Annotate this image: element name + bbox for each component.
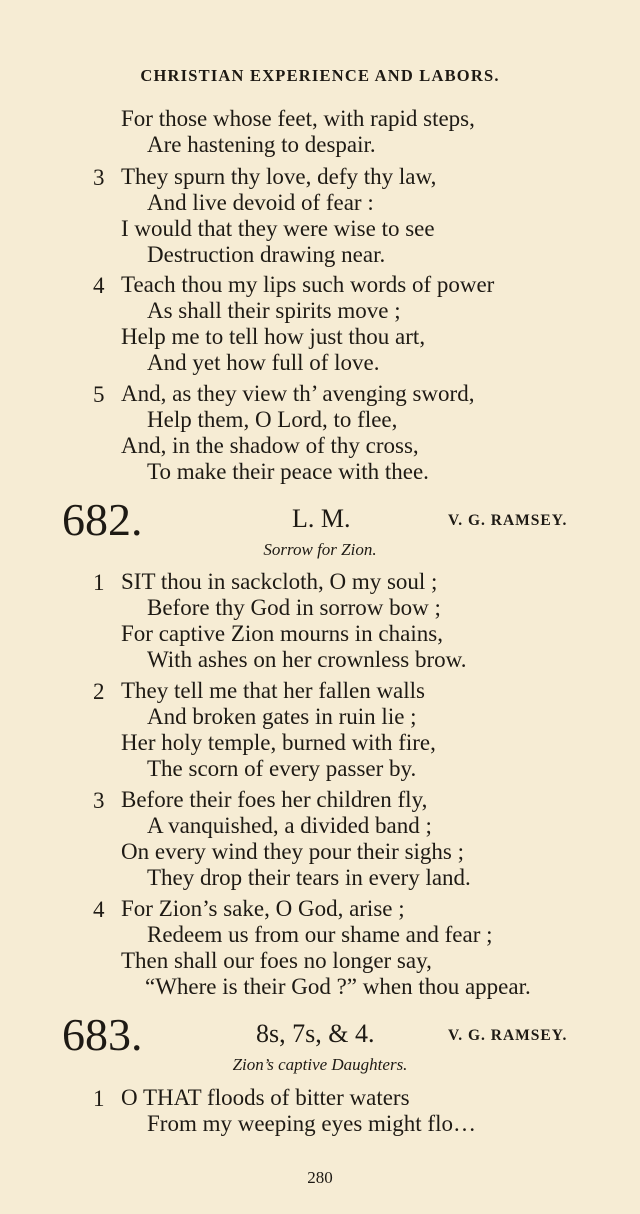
hymn-title: Zion’s captive Daughters. — [232, 1055, 408, 1074]
verse-line: From my weeping eyes might flo… — [147, 1111, 476, 1136]
verse-line: Before their foes her children fly, — [121, 787, 428, 812]
verse-line: And, as they view th’ avenging sword, — [121, 381, 475, 406]
stanza-number: 1 — [93, 1086, 105, 1111]
verse-line: I would that they were wise to see — [121, 216, 435, 241]
verse-line: Her holy temple, burned with fire, — [121, 730, 436, 755]
verse-line: Help them, O Lord, to flee, — [147, 407, 398, 432]
verse-line: They tell me that her fallen walls — [121, 678, 425, 703]
verse-line: SIT thou in sackcloth, O my soul ; — [121, 569, 438, 594]
verse-line: Teach thou my lips such words of power — [121, 272, 495, 297]
verse-line: Are hastening to despair. — [147, 132, 376, 157]
verse-line: O THAT floods of bitter waters — [121, 1085, 410, 1110]
hymn-author: V. G. RAMSEY. — [448, 1027, 568, 1044]
verse-line: For Zion’s sake, O God, arise ; — [121, 896, 405, 921]
verse-line: A vanquished, a divided band ; — [147, 813, 432, 838]
verse-line: The scorn of every passer by. — [147, 756, 417, 781]
hymn-meter: L. M. — [292, 504, 351, 533]
verse-line: “Where is their God ?” when thou appear. — [145, 974, 531, 999]
verse-line: On every wind they pour their sighs ; — [121, 839, 465, 864]
stanza-number: 1 — [93, 570, 105, 595]
running-head: CHRISTIAN EXPERIENCE AND LABORS. — [140, 66, 500, 85]
verse-line: And yet how full of love. — [147, 350, 380, 375]
verse-line: Help me to tell how just thou art, — [121, 324, 426, 349]
stanza-number: 3 — [93, 788, 105, 813]
verse-line: They drop their tears in every land. — [147, 865, 471, 890]
page-number: 280 — [307, 1168, 333, 1187]
verse-line: To make their peace with thee. — [147, 459, 429, 484]
stanza-number: 5 — [93, 382, 105, 407]
hymn-number: 682. — [62, 494, 143, 545]
verse-line: For captive Zion mourns in chains, — [121, 621, 443, 646]
verse-line: And, in the shadow of thy cross, — [121, 433, 419, 458]
verse-line: Destruction drawing near. — [147, 242, 386, 267]
stanza-number: 4 — [93, 273, 105, 298]
verse-line: Then shall our foes no longer say, — [121, 948, 432, 973]
hymn-title: Sorrow for Zion. — [263, 540, 377, 559]
verse-line: Redeem us from our shame and fear ; — [147, 922, 493, 947]
stanza-number: 2 — [93, 679, 105, 704]
hymn-author: V. G. RAMSEY. — [448, 512, 568, 529]
hymn-meter: 8s, 7s, & 4. — [256, 1019, 375, 1048]
verse-line: As shall their spirits move ; — [147, 298, 401, 323]
verse-line: And live devoid of fear : — [147, 190, 374, 215]
verse-line: They spurn thy love, defy thy law, — [121, 164, 437, 189]
stanza-number: 3 — [93, 165, 105, 190]
verse-line: For those whose feet, with rapid steps, — [121, 106, 475, 131]
hymn-number: 683. — [62, 1009, 143, 1060]
stanza-number: 4 — [93, 897, 105, 922]
verse-line: And broken gates in ruin lie ; — [147, 704, 417, 729]
verse-line: Before thy God in sorrow bow ; — [147, 595, 441, 620]
verse-line: With ashes on her crownless brow. — [147, 647, 467, 672]
